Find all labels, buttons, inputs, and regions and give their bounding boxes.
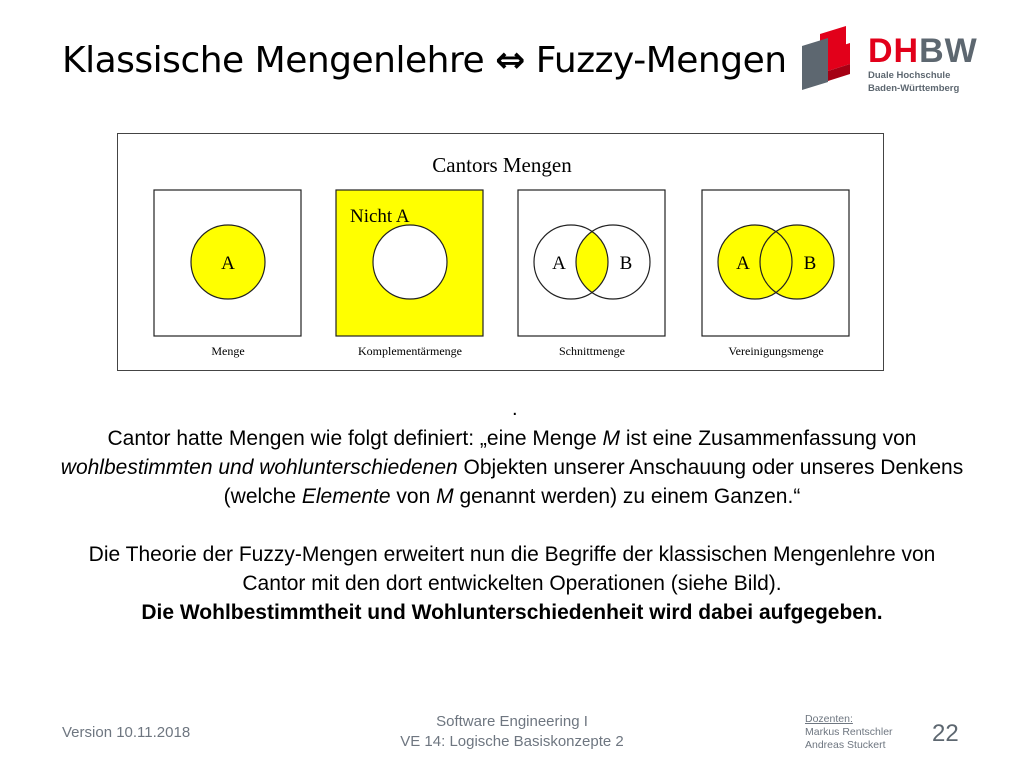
logo-line1: Duale Hochschule bbox=[868, 70, 951, 81]
def-part-d: von bbox=[390, 485, 437, 508]
footer-course: Software Engineering I bbox=[436, 713, 588, 730]
set-a-circle-complement bbox=[373, 225, 447, 299]
fuzzy-paragraph bbox=[60, 540, 964, 627]
vereinigung-a-label: A bbox=[736, 253, 750, 274]
def-part-b: ist eine Zusammenfassung von bbox=[619, 427, 917, 450]
logo-bw: BW bbox=[919, 32, 978, 70]
caption-vereinigung: Vereinigungsmenge bbox=[728, 344, 824, 358]
logo-line2: Baden-Württemberg bbox=[868, 83, 960, 94]
footer-lecture: VE 14: Logische Basiskonzepte 2 bbox=[400, 733, 624, 750]
figure-title: Cantors Mengen bbox=[432, 153, 572, 177]
title-right: Fuzzy-Mengen bbox=[535, 40, 787, 81]
fuzzy-text: Die Theorie der Fuzzy-Mengen erweitert nun die Begriffe der klassischen Mengenlehre von Cantor mit den dort entwickelten Operationen (siehe Bild). bbox=[88, 543, 936, 595]
cantor-definition bbox=[60, 424, 964, 511]
schnitt-a-label: A bbox=[552, 253, 566, 274]
dozent-1: Markus Rentschler bbox=[805, 726, 893, 738]
double-arrow-icon: ⇔ bbox=[495, 40, 525, 81]
title-left: Klassische Mengenlehre bbox=[62, 40, 485, 81]
footer-dozenten bbox=[805, 713, 893, 752]
page-number: 22 bbox=[932, 720, 959, 747]
dozent-2: Andreas Stuckert bbox=[805, 739, 886, 751]
fuzzy-bold-text: Die Wohlbestimmtheit und Wohlunterschiedenheit wird dabei aufgegeben. bbox=[141, 601, 883, 624]
def-part-f: genannt werden) zu einem Ganzen.“ bbox=[453, 485, 801, 508]
def-part-a: Cantor hatte Mengen wie folgt definiert: „eine Menge bbox=[107, 427, 603, 450]
footer-course-info bbox=[372, 712, 652, 752]
dhbw-wordmark bbox=[868, 34, 978, 68]
slide-title bbox=[62, 40, 787, 81]
stray-dot: . bbox=[512, 398, 518, 420]
def-elemente: Elemente bbox=[301, 485, 391, 508]
body-text bbox=[60, 424, 964, 627]
def-part-c: Objekten unserer Anschauung oder unseres Denkens (welche bbox=[223, 456, 964, 508]
set-a-label: A bbox=[221, 253, 235, 274]
caption-komplement: Komplementärmenge bbox=[358, 344, 462, 358]
logo-dh: DH bbox=[868, 32, 920, 70]
dhbw-logo-text bbox=[868, 34, 978, 94]
def-m1: M bbox=[602, 427, 620, 450]
paragraph-gap bbox=[60, 511, 964, 540]
caption-schnitt: Schnittmenge bbox=[559, 344, 625, 358]
cantor-sets-figure bbox=[117, 133, 884, 371]
dhbw-logo-mark-icon bbox=[800, 26, 870, 96]
nicht-a-label: Nicht A bbox=[350, 206, 410, 227]
dozenten-label: Dozenten: bbox=[805, 713, 853, 725]
footer-version: Version 10.11.2018 bbox=[62, 724, 191, 741]
vereinigung-b-label: B bbox=[803, 253, 817, 274]
def-italic-phrase: wohlbestimmten und wohlunterschiedenen bbox=[60, 456, 458, 479]
venn-diagrams bbox=[118, 134, 885, 372]
def-m2: M bbox=[436, 485, 454, 508]
caption-menge: Menge bbox=[211, 344, 245, 358]
schnitt-b-label: B bbox=[619, 253, 633, 274]
